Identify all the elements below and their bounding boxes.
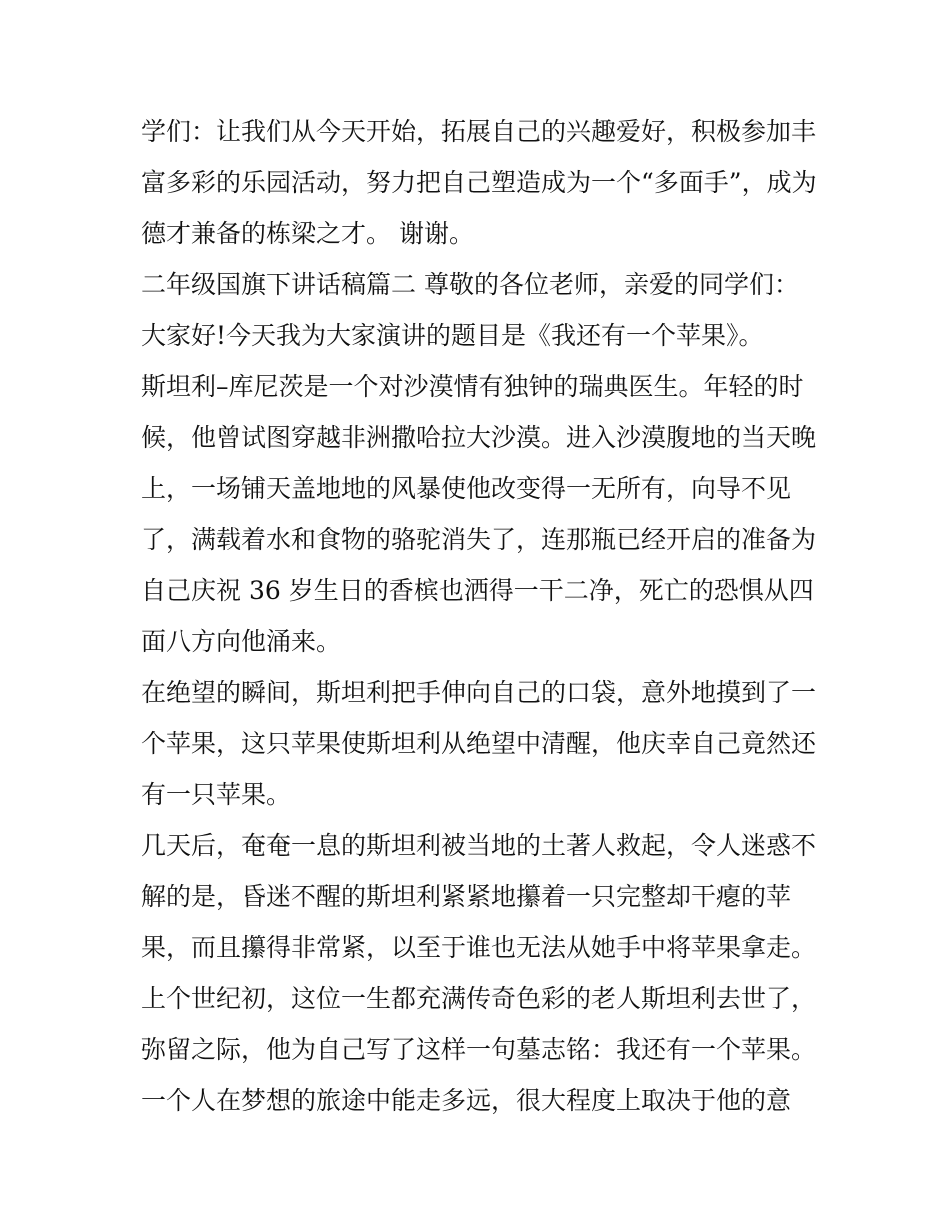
text-line: 富多彩的乐园活动，努力把自己塑造成为一个“多面手”，成为	[141, 168, 817, 197]
text-line: 德才兼备的栋梁之才。 谢谢。	[141, 219, 474, 248]
text-line: 一个人在梦想的旅途中能走多远，很大程度上取决于他的意	[141, 1086, 792, 1115]
text-line: 上个世纪初，这位一生都充满传奇色彩的老人斯坦利去世了，	[141, 984, 817, 1013]
text-line: 自己庆祝 36 岁生日的香槟也洒得一干二净，死亡的恐惧从四	[141, 576, 814, 605]
text-line: 在绝望的瞬间，斯坦利把手伸向自己的口袋，意外地摸到了一	[141, 678, 817, 707]
text-line: 有一只苹果。	[141, 780, 292, 809]
text-line: 候，他曾试图穿越非洲撒哈拉大沙漠。进入沙漠腹地的当天晚	[141, 423, 817, 452]
text-line: 二年级国旗下讲话稿篇二 尊敬的各位老师，亲爱的同学们：	[141, 270, 799, 299]
text-line: 斯坦利–库尼茨是一个对沙漠情有独钟的瑞典医生。年轻的时	[141, 372, 804, 401]
text-line: 面八方向他涌来。	[141, 627, 342, 656]
text-line: 个苹果，这只苹果使斯坦利从绝望中清醒，他庆幸自己竟然还	[141, 729, 817, 758]
text-line: 上，一场铺天盖地地的风暴使他改变得一无所有，向导不见	[141, 474, 792, 503]
text-line: 几天后，奄奄一息的斯坦利被当地的土著人救起，令人迷惑不	[141, 831, 817, 860]
text-line: 果，而且攥得非常紧，以至于谁也无法从她手中将苹果拿走。	[141, 933, 817, 962]
text-line: 了，满载着水和食物的骆驼消失了，连那瓶已经开启的准备为	[141, 525, 817, 554]
text-line: 弥留之际，他为自己写了这样一句墓志铭：我还有一个苹果。	[141, 1035, 817, 1064]
text-line: 学们：让我们从今天开始，拓展自己的兴趣爱好，积极参加丰	[141, 117, 817, 146]
text-line: 大家好!今天我为大家演讲的题目是《我还有一个苹果》。	[141, 321, 764, 350]
text-line: 解的是，昏迷不醒的斯坦利紧紧地攥着一只完整却干瘪的苹	[141, 882, 792, 911]
body-text	[141, 106, 821, 1126]
